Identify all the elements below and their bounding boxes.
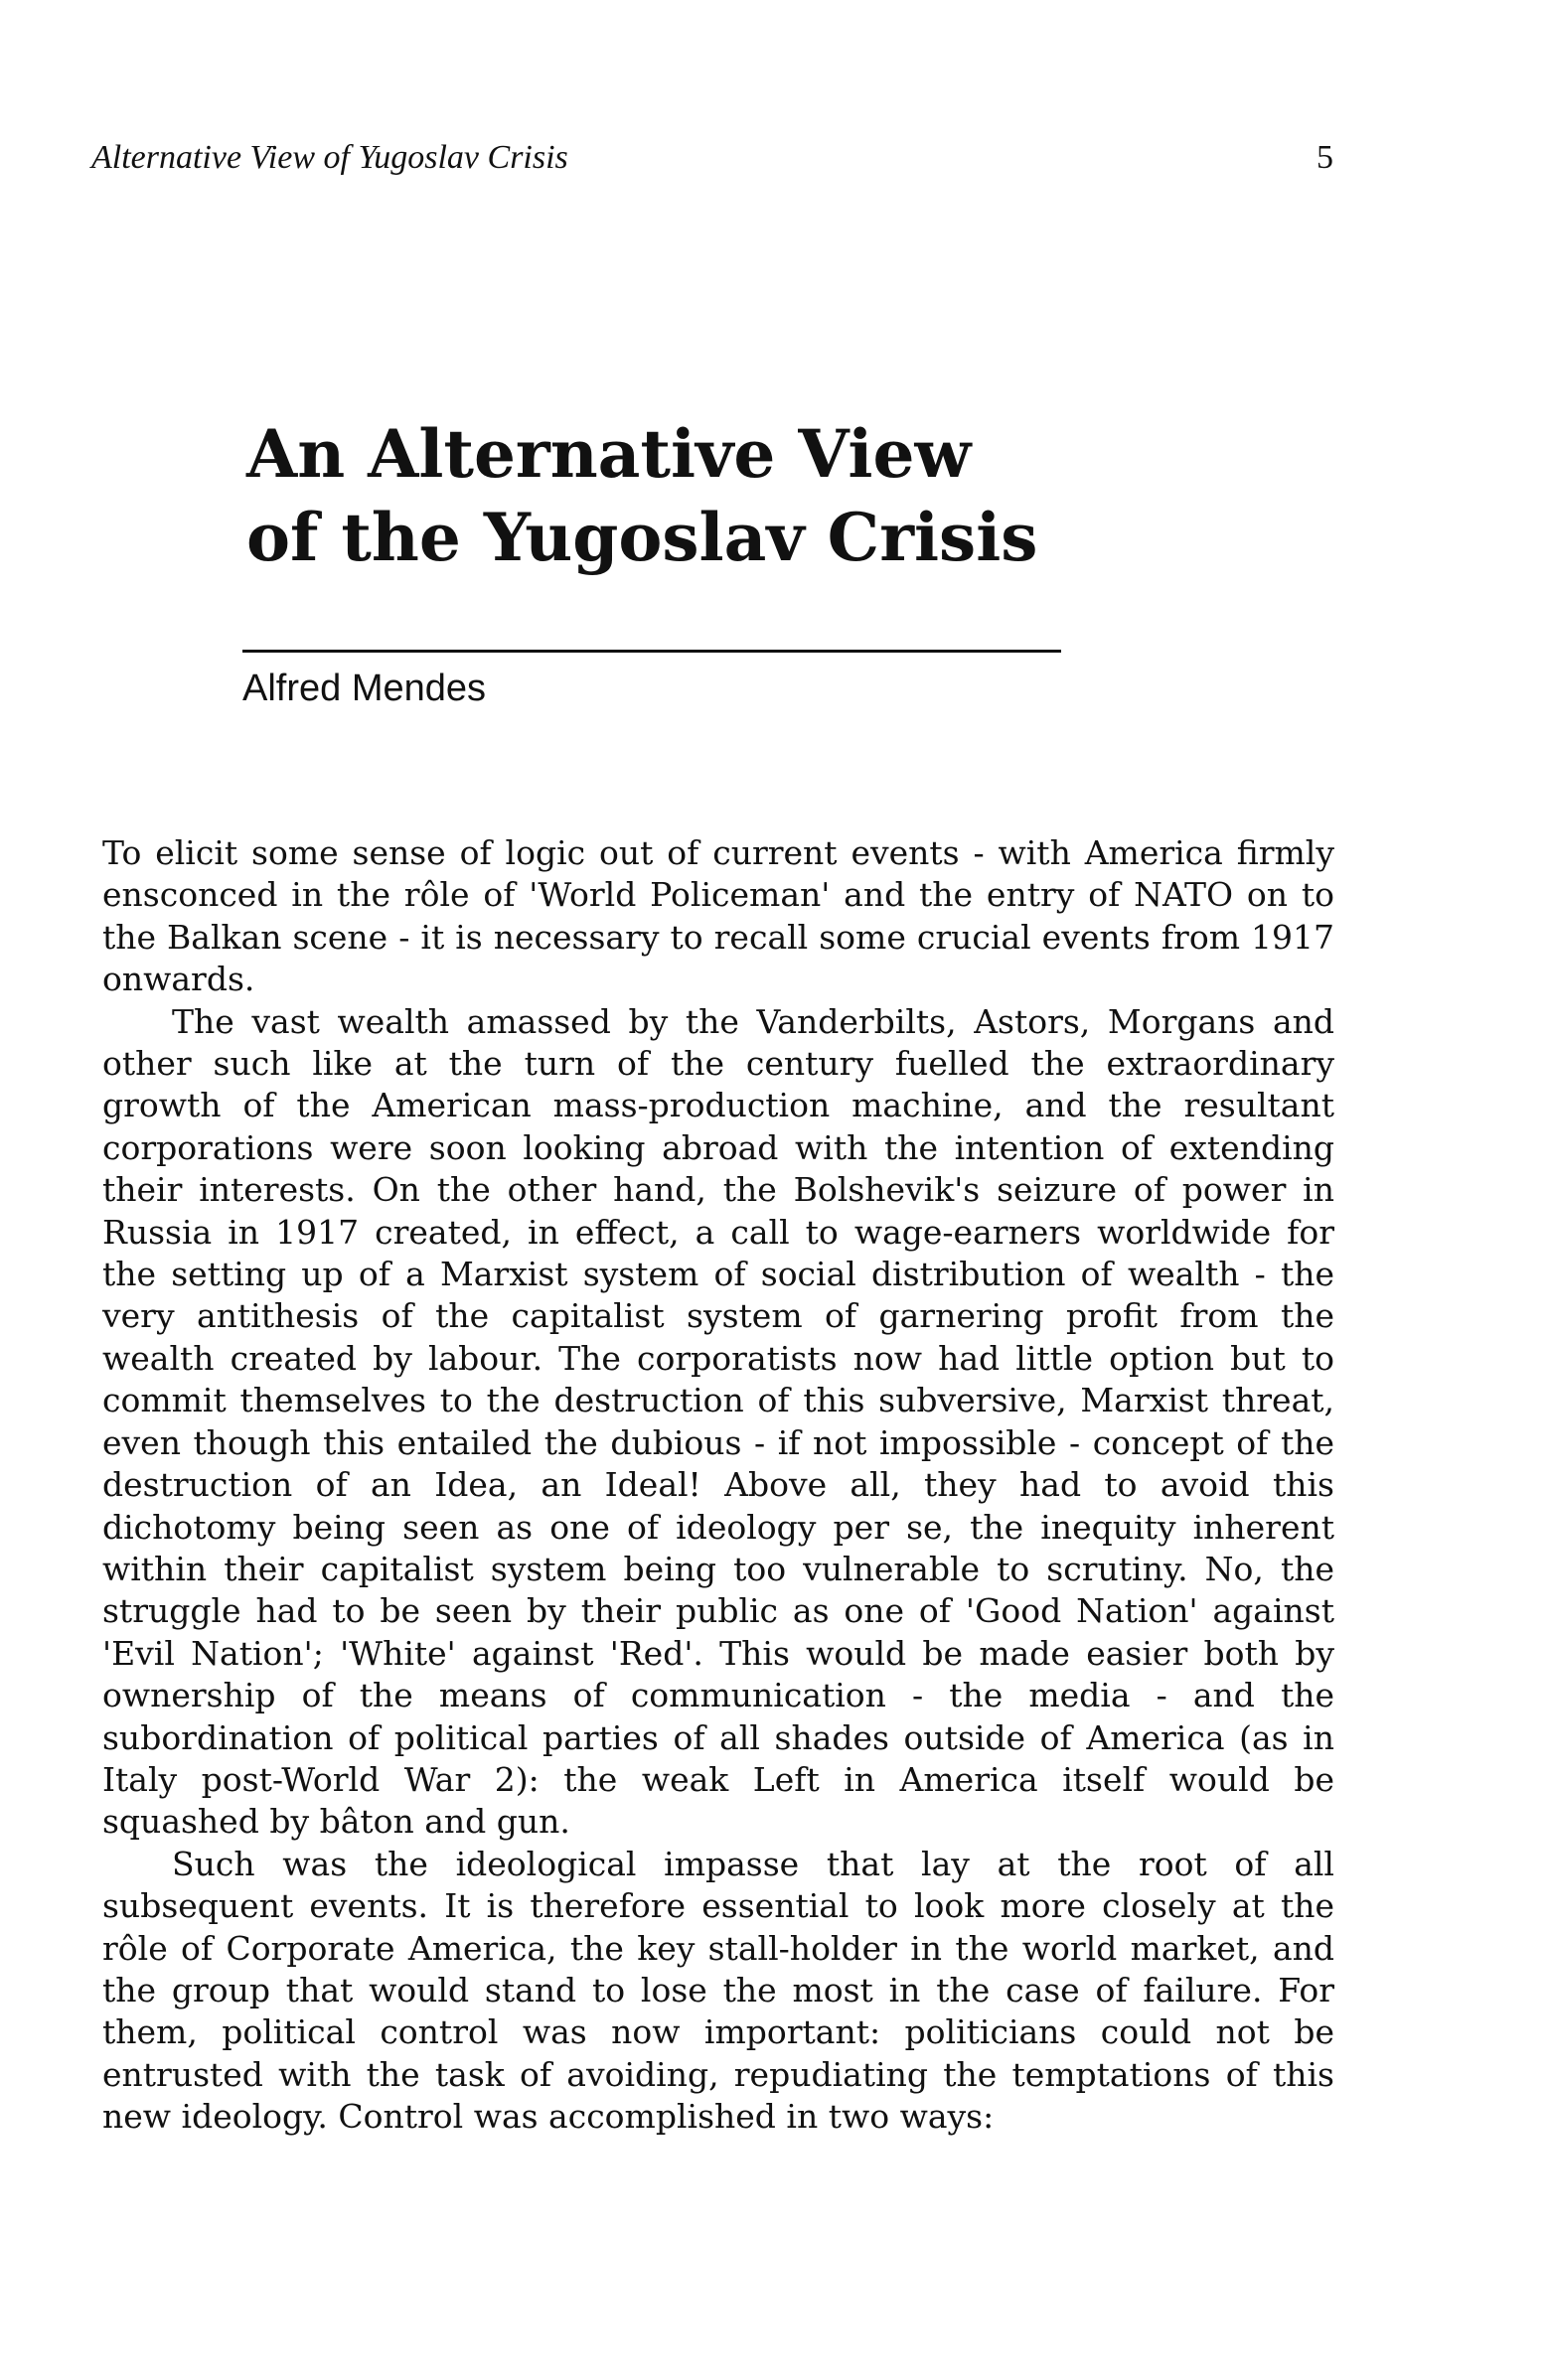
paragraph-2: The vast wealth amassed by the Vanderbilts, Astors, Morgans and other such like at the turn of the century fuelled the extraordinary growth of the American mass-production machine, and the resultant corporations were soon looking abroad with the intention of extending their interests. On the other hand, the Bolshevik's seizure of power in Russia in 1917 created, in effect, a call to wage-earners worldwide for the setting up of a Marxist system of social distribution of wealth - the very antithesis of the capitalist system of garnering profit from the wealth created by labour. The corporatists now had little option but to commit themselves to the destruction of this subversive, Marxist threat, even though this entailed the dubious - if not impossible - concept of the destruction of an Idea, an Ideal! Above all, they had to avoid this dichotomy being seen as one of ideology per se, the inequity inherent within their capitalist system being too vulnerable to scrutiny. No, the struggle had to be seen by their public as one of 'Good Nation' against 'Evil Nation'; 'White' against 'Red'. This would be made easier both by ownership of the means of communication - the media - and the subordination of political parties of all shades outside of America (as in Italy post-World War 2): the weak Left in America itself would be squashed by bâton and gun. (102, 1001, 1334, 1842)
article-title-line-1: An Alternative View (246, 415, 972, 493)
article-title (246, 412, 1240, 579)
title-divider (242, 650, 1061, 653)
article-body (102, 832, 1334, 2139)
running-header (91, 139, 1333, 189)
page-number: 5 (1316, 139, 1333, 176)
article-title-line-2: of the Yugoslav Crisis (246, 499, 1038, 576)
paragraph-3: Such was the ideological impasse that lay at the root of all subsequent events. It is therefore essential to look more closely at the rôle of Corporate America, the key stall-holder in the world market, and the group that would stand to lose the most in the case of failure. For them, political control was now important: politicians could not be entrusted with the task of avoiding, repudiating the temptations of this new ideology. Control was accomplished in two ways: (102, 1844, 1334, 2137)
paragraph-1: To elicit some sense of logic out of current events - with America firmly ensconced in the rôle of 'World Policeman' and the entry of NATO on to the Balkan scene - it is necessary to recall some crucial events from 1917 onwards. (102, 833, 1334, 999)
author-name: Alfred Mendes (242, 668, 487, 709)
running-title: Alternative View of Yugoslav Crisis (91, 139, 568, 176)
